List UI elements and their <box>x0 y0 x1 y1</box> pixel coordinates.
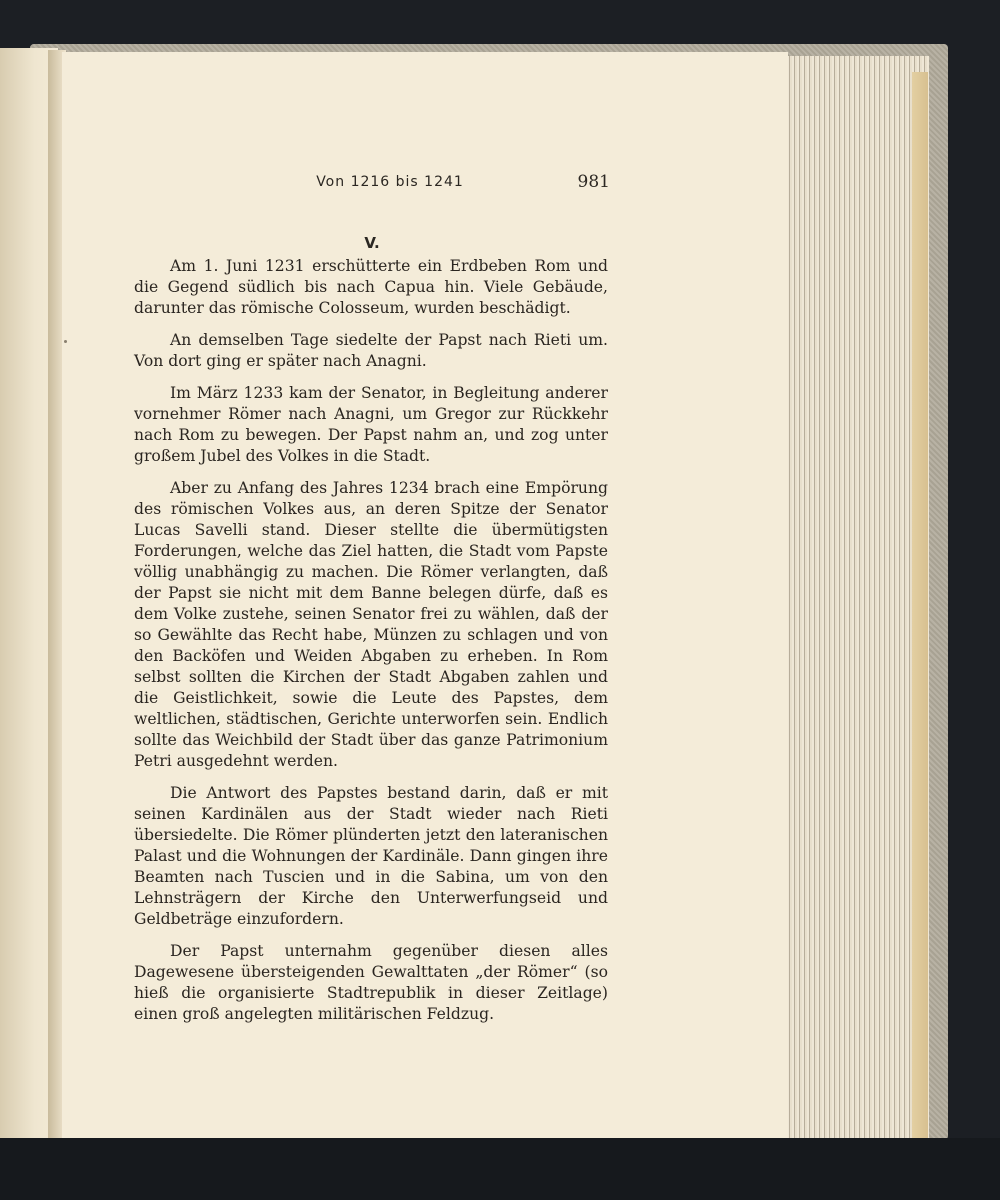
paragraph: Im März 1233 kam der Senator, in Begleitung anderer vornehmer Römer nach Anagni, um Gregor zur Rückkehr nach Rom zu bewegen. Der Papst nahm an, und zog unter großem Jubel des Volkes in die Stadt. <box>134 384 608 465</box>
paragraph: Aber zu Anfang des Jahres 1234 brach eine Empörung des römischen Volkes aus, an deren Spitze der Senator Lucas Savelli stand. Dieser stellte die übermütigsten Forderungen, welche das Ziel hatten, die Stadt vom Papste völlig unabhängig zu machen. Die Römer verlangten, daß der Papst sie nicht mit dem Banne belegen dürfe, daß es dem Volke zustehe, seinen Senator frei zu wählen, daß der so Gewählte das Recht habe, Münzen zu schlagen und von den Backöfen und Weiden Abgaben zu erheben. In Rom selbst sollten die Kirchen der Stadt Abgaben zahlen und die Geistlichkeit, sowie die Leute des Papstes, dem weltlichen, städtischen, Gerichte unterworfen sein. Endlich sollte das Weichbild der Stadt über das ganze Patrimonium Petri ausgedehnt werden. <box>134 479 608 770</box>
page-stack-tint <box>912 72 928 1140</box>
paragraph: Am 1. Juni 1231 erschütterte ein Erdbeben Rom und die Gegend südlich bis nach Capua hin. Viele Gebäude, darunter das römische Colosseum, wurden beschädigt. <box>134 257 608 317</box>
paragraph: An demselben Tage siedelte der Papst nach Rieti um. Von dort ging er später nach Anagni. <box>134 331 608 370</box>
background-shadow <box>0 1138 1000 1200</box>
paragraph: Die Antwort des Papstes bestand darin, daß er mit seinen Kardinälen aus der Stadt wieder nach Rieti übersiedelte. Die Römer plünderten jetzt den lateranischen Palast und die Wohnungen der Kardinäle. Dann gingen ihre Beamten nach Tuscien und in die Sabina, um von den Lehnsträgern der Kirche den Unterwerfungseid und Geldbeträge einzufordern. <box>134 784 608 928</box>
body-text <box>134 256 608 1036</box>
chapter-heading: V. <box>364 234 380 252</box>
margin-speck <box>64 340 67 343</box>
running-head: Von 1216 bis 1241 <box>316 174 464 190</box>
paragraph: Der Papst unternahm gegenüber diesen alles Dagewesene übersteigenden Gewalttaten „der Römer“ (so hieß die organisierte Stadtrepublik in dieser Zeitlage) einen groß angelegten militärischen Feldzug. <box>134 942 608 1023</box>
page-number: 981 <box>577 172 610 192</box>
page-stack-fore-edge <box>786 56 929 1140</box>
